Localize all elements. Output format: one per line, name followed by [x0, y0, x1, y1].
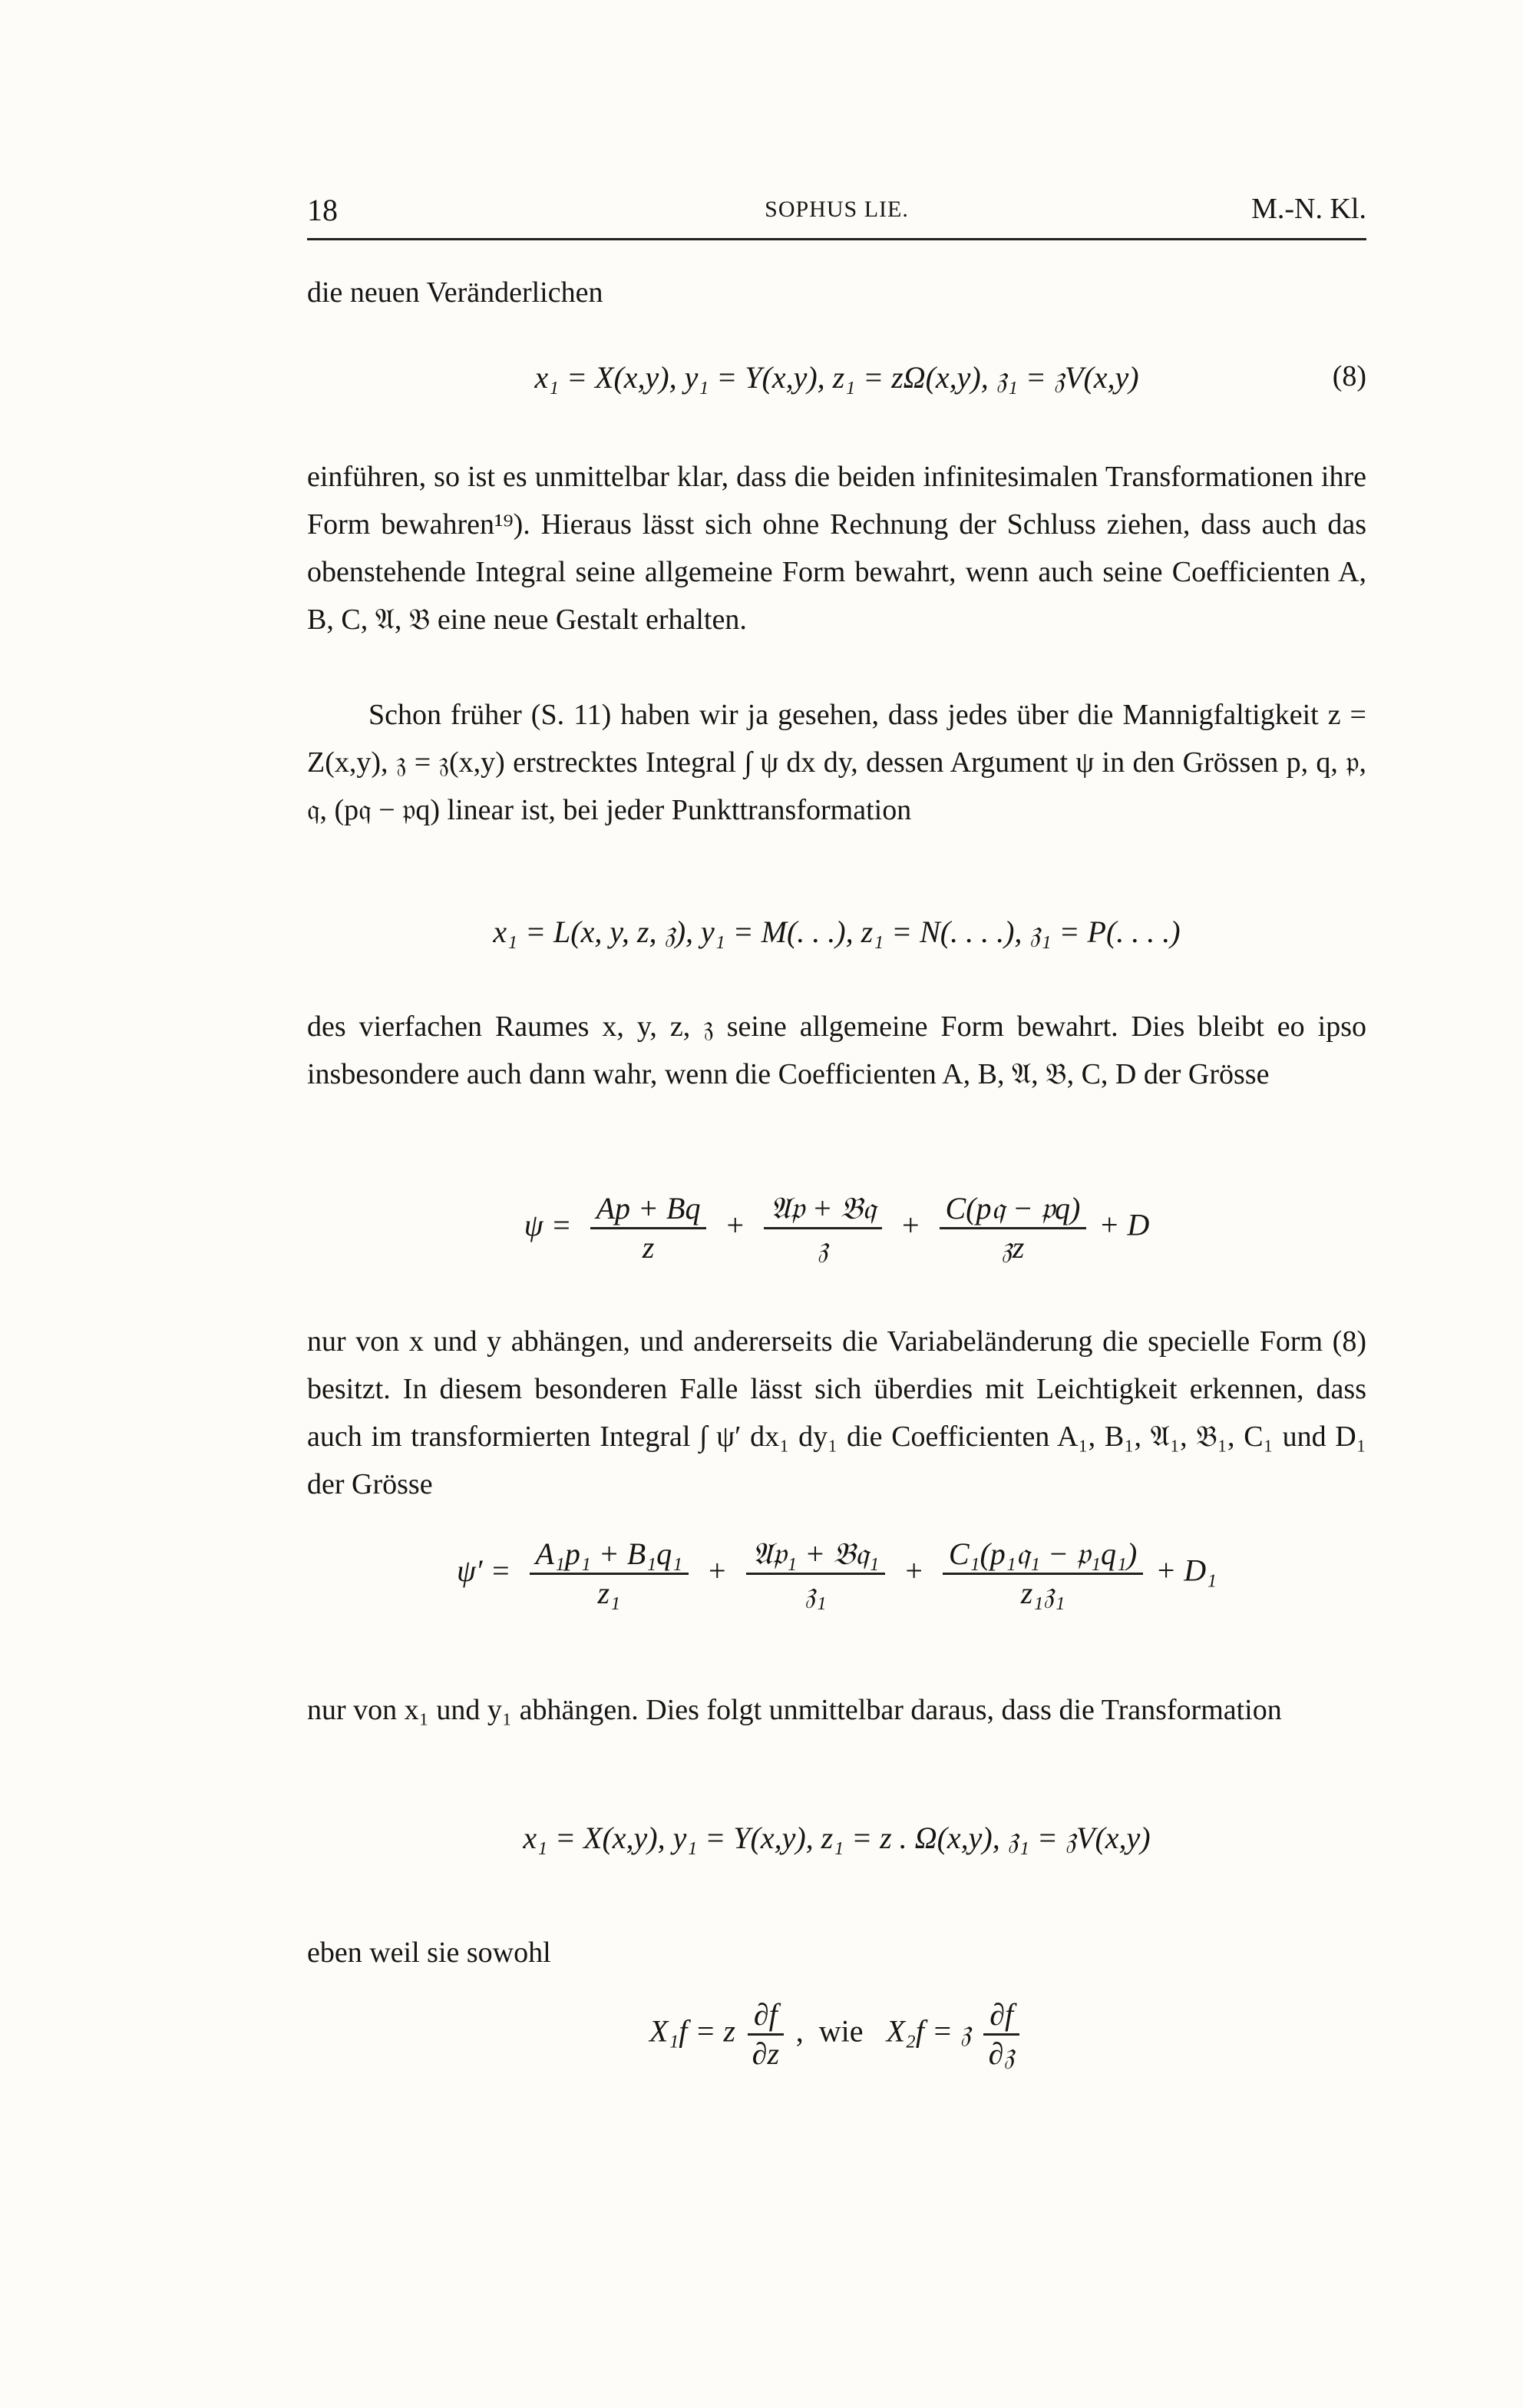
psi-term-3-num: C(p𝔮 − 𝔭q) [940, 1190, 1087, 1229]
final-lhs-1: X₁f = z [649, 2013, 735, 2049]
psi-prime-term-1 [530, 1536, 689, 1612]
plus-sign: + [726, 1207, 745, 1242]
paragraph-4: des vierfachen Raumes x, y, z, 𝔷 seine allgemeine Form bewahrt. Dies bleibt eo ipso insbesondere auch dann wahr, wenn die Coefficienten A, B, 𝔄, 𝔅, C, D der Grösse [307, 1011, 1366, 1090]
equation-8 [307, 359, 1366, 395]
paragraph-6: nur von x₁ und y₁ abhängen. Dies folgt unmittelbar daraus, dass die Transformation [307, 1694, 1282, 1726]
psi-prime-term-3-num: C₁(p₁𝔮₁ − 𝔭₁q₁) [943, 1536, 1143, 1575]
paragraph-2: einführen, so ist es unmittelbar klar, dass die beiden infinitesimalen Transformationen ihre Form bewahren¹⁹). Hieraus lässt sich ohne Rechnung der Schluss ziehen, dass auch das obenstehende Integral seine allgemeine Form bewahrt, wenn auch seine Coefficienten A, B, C, 𝔄, 𝔅 eine neue Gestalt erhalten. [307, 461, 1366, 636]
final-lhs-2: X₂f = 𝔷 [886, 2013, 972, 2049]
psi-prime-term-2-den: 𝔷₁ [804, 1576, 827, 1610]
partial-1-den: ∂z [752, 2036, 780, 2071]
running-title: SOPHUS LIE. [765, 197, 909, 222]
psi-prime-term-2 [746, 1536, 886, 1612]
equation-transform: x₁ = L(x, y, z, 𝔷), y₁ = M(. . .), z₁ = N(. . . .), 𝔷₁ = P(. . . .) [493, 915, 1181, 949]
partial-2-den: ∂𝔷 [988, 2036, 1015, 2071]
psi-prime-term-1-den: z₁ [597, 1576, 621, 1610]
equation-psi-prime [307, 1536, 1366, 1612]
psi-term-2-num: 𝔄𝔭 + 𝔅𝔮 [764, 1190, 882, 1229]
paragraph-7: eben weil sie sowohl [307, 1937, 551, 1969]
plus-sign: + [901, 1207, 920, 1242]
psi-lhs: ψ = [524, 1207, 572, 1242]
psi-term-1-den: z [642, 1230, 655, 1265]
psi-prime-term-3 [943, 1536, 1143, 1612]
equation-transform-2: x₁ = X(x,y), y₁ = Y(x,y), z₁ = z . Ω(x,y), 𝔷₁ = 𝔷V(x,y) [523, 1821, 1151, 1855]
psi-prime-term-1-num: A₁p₁ + B₁q₁ [530, 1536, 689, 1575]
partial-2-num: ∂f [983, 1996, 1019, 2036]
plus-sign: + [709, 1553, 726, 1588]
plus-sign: + [905, 1553, 923, 1588]
psi-term-1-num: Ap + Bq [590, 1190, 707, 1229]
section-label: M.-N. Kl. [1251, 193, 1366, 225]
partial-1-num: ∂f [748, 1996, 784, 2036]
psi-term-3-den: 𝔷z [1001, 1230, 1025, 1265]
psi-term-1 [590, 1190, 707, 1266]
page-header [307, 192, 1366, 240]
paragraph-3: Schon früher (S. 11) haben wir ja gesehen, dass jedes über die Mannigfaltigkeit z = Z(x,y), 𝔷 = 𝔷(x,y) erstrecktes Integral ∫ ψ dx dy, dessen Argument ψ in den Grössen p, q, 𝔭, 𝔮, (p𝔮 − 𝔭q) linear ist, bei jeder Punkttransformation [307, 699, 1366, 826]
psi-term-2-den: 𝔷 [817, 1230, 829, 1265]
psi-term-2 [764, 1190, 882, 1266]
paragraph-1: die neuen Veränderlichen [307, 276, 603, 309]
equation-final [307, 1996, 1366, 2072]
psi-prime-lhs: ψ′ = [456, 1553, 511, 1588]
psi-tail: + D [1098, 1207, 1150, 1242]
psi-prime-term-2-num: 𝔄𝔭₁ + 𝔅𝔮₁ [746, 1536, 886, 1575]
equation-number: (8) [1332, 360, 1366, 392]
partial-fraction-2 [983, 1996, 1019, 2072]
psi-prime-term-3-den: z₁𝔷₁ [1020, 1576, 1065, 1610]
final-mid: , wie [795, 2013, 879, 2049]
equation-8-body: x₁ = X(x,y), y₁ = Y(x,y), z₁ = zΩ(x,y), 𝔷₁ = 𝔷V(x,y) [534, 360, 1139, 395]
page-number: 18 [307, 193, 338, 227]
partial-fraction-1 [748, 1996, 784, 2072]
psi-prime-tail: + D₁ [1155, 1553, 1217, 1588]
psi-term-3 [940, 1190, 1087, 1266]
equation-psi [307, 1190, 1366, 1266]
paragraph-5: nur von x und y abhängen, und andererseits die Variabeländerung die specielle Form (8) besitzt. In diesem besonderen Falle lässt sich überdies mit Leichtigkeit erkennen, dass auch im transformierten Integral ∫ ψ′ dx₁ dy₁ die Coefficienten A₁, B₁, 𝔄₁, 𝔅₁, C₁ und D₁ der Grösse [307, 1325, 1366, 1500]
